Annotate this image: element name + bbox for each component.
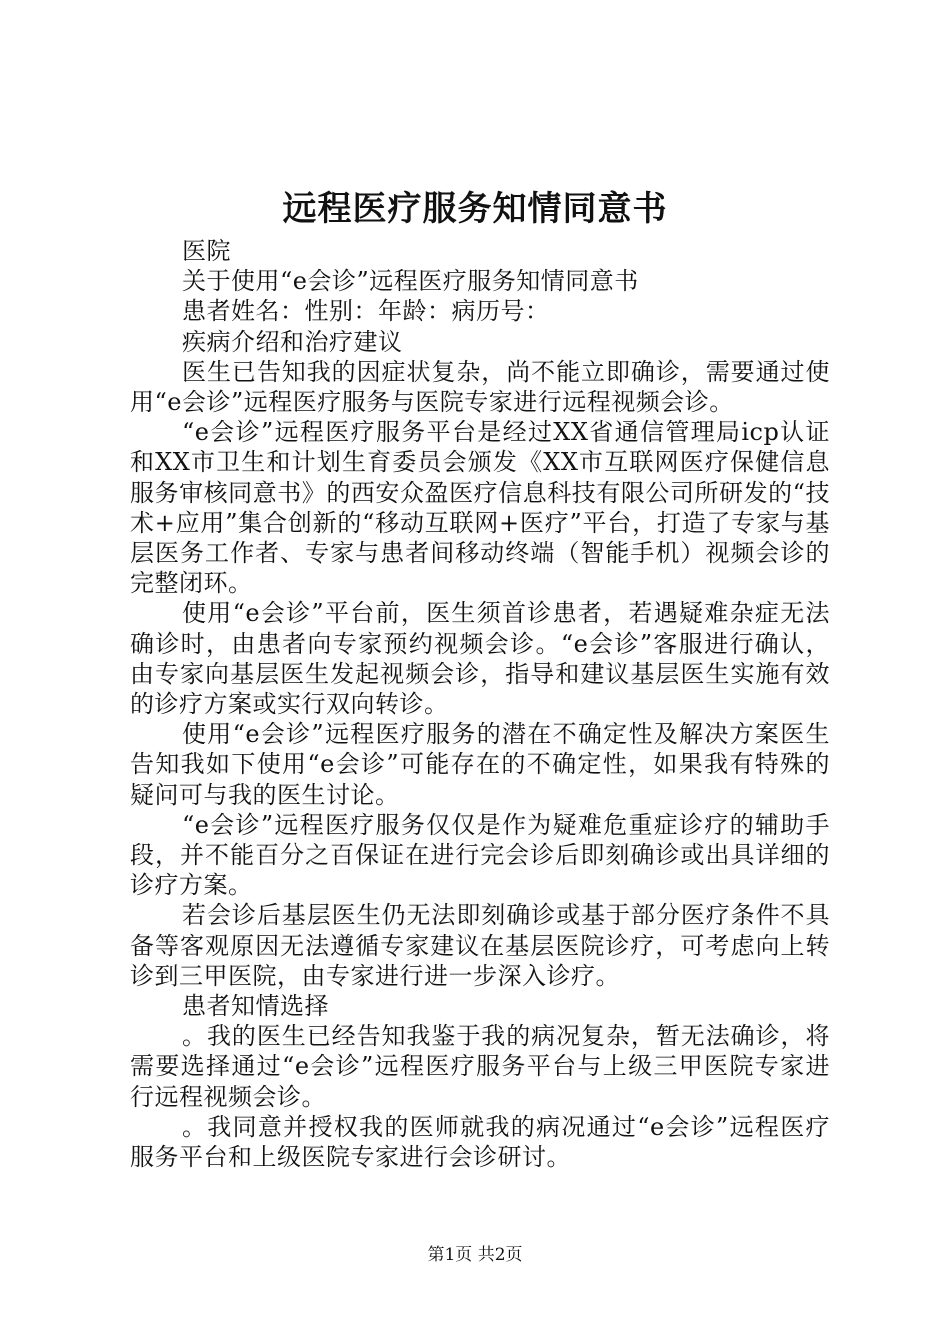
paragraph-patient-info: 患者姓名：性别：年龄：病历号：	[182, 297, 550, 326]
paragraph: 使用“e会诊”远程医疗服务的潜在不确定性及解决方案医生告知我如下使用“e会诊”可能存在的不确定性，如果我有特殊的疑问可与我的医生讨论。	[130, 720, 830, 809]
document-title: 远程医疗服务知情同意书	[282, 189, 668, 229]
paragraph: “e会诊”远程医疗服务平台是经过XX省通信管理局icp认证和XX市卫生和计划生育委员会颁发《XX市互联网医疗保健信息服务审核同意书》的西安众盈医疗信息科技有限公司所研发的“技术+应用”集合创新的“移动互联网+医疗”平台，打造了专家与基层医务工作者、专家与患者间移动终端（智能手机）视频会诊的完整闭环。	[130, 418, 830, 598]
page-footer: 第1页 共2页	[427, 1245, 523, 1265]
paragraph-choice-item: 。我的医生已经告知我鉴于我的病况复杂，暂无法确诊，将需要选择通过“e会诊”远程医疗服务平台与上级三甲医院专家进行远程视频会诊。	[130, 1022, 830, 1111]
paragraph-section-disease: 疾病介绍和治疗建议	[182, 327, 403, 356]
paragraph-section-choice: 患者知情选择	[182, 992, 329, 1021]
paragraph-hospital: 医院	[182, 237, 231, 265]
paragraph-subtitle: 关于使用“e会诊”远程医疗服务知情同意书	[182, 267, 639, 296]
paragraph-choice-item: 。我同意并授权我的医师就我的病况通过“e会诊”远程医疗服务平台和上级医院专家进行会诊研讨。	[130, 1112, 830, 1172]
document-body	[130, 236, 830, 1172]
paragraph: 使用“e会诊”平台前，医生须首诊患者，若遇疑难杂症无法确诊时，由患者向专家预约视频会诊。“e会诊”客服进行确认，由专家向基层医生发起视频会诊，指导和建议基层医生实施有效的诊疗方案或实行双向转诊。	[130, 599, 830, 719]
paragraph: “e会诊”远程医疗服务仅仅是作为疑难危重症诊疗的辅助手段，并不能百分之百保证在进行完会诊后即刻确诊或出具详细的诊疗方案。	[130, 810, 830, 900]
paragraph: 医生已告知我的因症状复杂，尚不能立即确诊，需要通过使用“e会诊”远程医疗服务与医院专家进行远程视频会诊。	[130, 357, 830, 417]
paragraph: 若会诊后基层医生仍无法即刻确诊或基于部分医疗条件不具备等客观原因无法遵循专家建议在基层医院诊疗，可考虑向上转诊到三甲医院，由专家进行进一步深入诊疗。	[130, 901, 830, 990]
